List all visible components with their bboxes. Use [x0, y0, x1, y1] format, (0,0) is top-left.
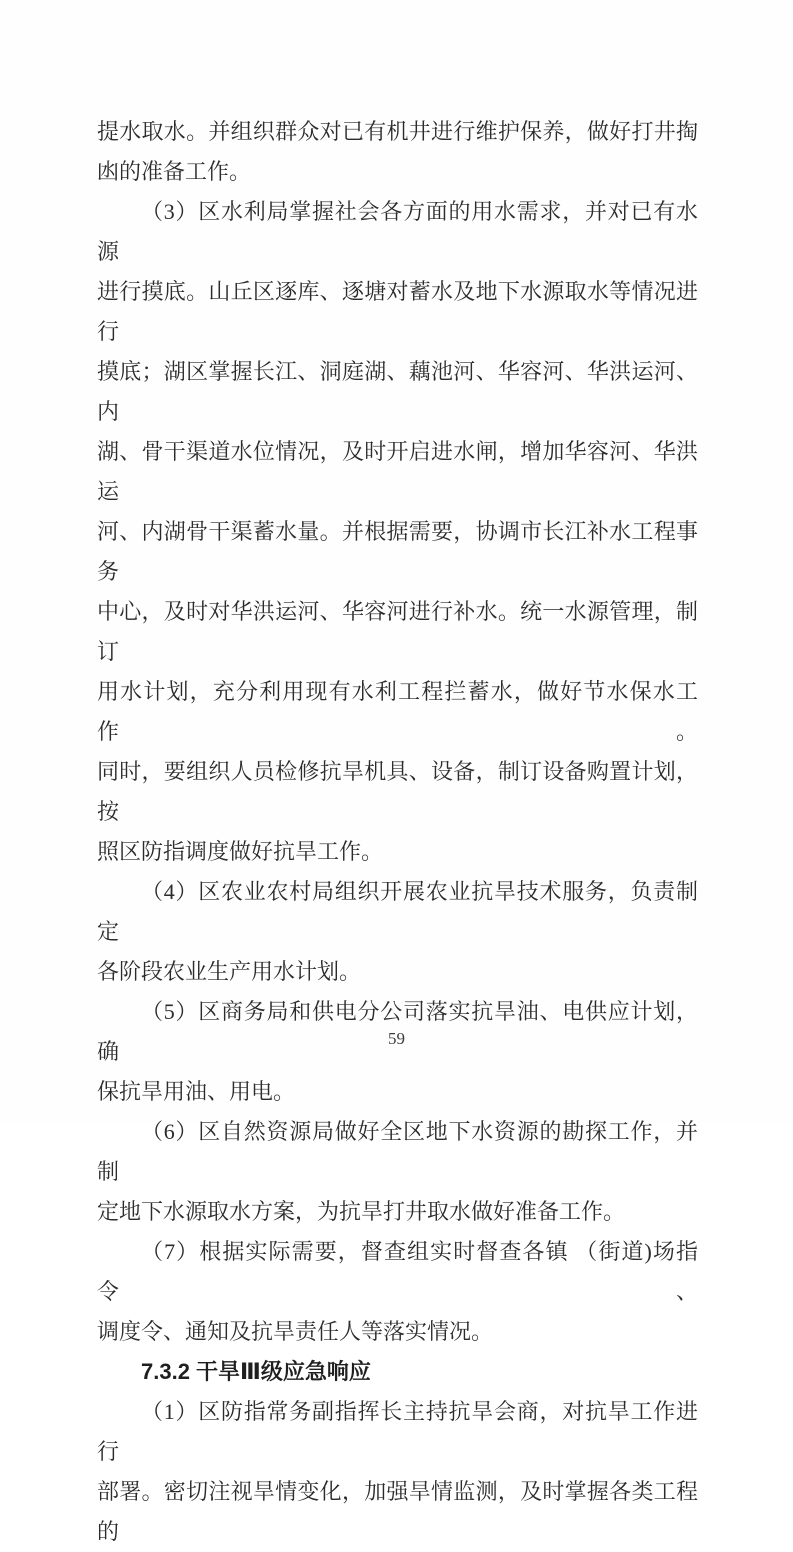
text-line: （1）区防指常务副指挥长主持抗旱会商，对抗旱工作进行 [97, 1399, 698, 1464]
page-footer [0, 1028, 793, 1050]
text-line: 各阶段农业生产用水计划。 [97, 959, 362, 984]
text-line: 中心，及时对华洪运河、华容河进行补水。统一水源管理，制订 [97, 599, 698, 664]
text-line: （4）区农业农村局组织开展农业抗旱技术服务，负责制定 [97, 879, 698, 944]
text-line: 湖、骨干渠道水位情况，及时开启进水闸，增加华容河、华洪运 [97, 439, 698, 504]
text-line: 提水取水。并组织群众对已有机井进行维护保养，做好打井掏 [97, 119, 698, 144]
text-line: （7）根据实际需要，督查组实时督查各镇 （街道)场指令、 [97, 1239, 698, 1304]
document-body [97, 112, 698, 1552]
text-line: 进行摸底。山丘区逐库、逐塘对蓄水及地下水源取水等情况进行 [97, 279, 698, 344]
page-number: 59 [388, 1029, 405, 1048]
text-line: 调度令、通知及抗旱责任人等落实情况。 [97, 1319, 494, 1344]
text-line: 照区防指调度做好抗旱工作。 [97, 839, 384, 864]
text-line: 凼的准备工作。 [97, 159, 252, 184]
text-line: 定地下水源取水方案，为抗旱打井取水做好准备工作。 [97, 1199, 626, 1224]
text-line: 同时，要组织人员检修抗旱机具、设备，制订设备购置计划，按 [97, 759, 698, 824]
text-line: （6）区自然资源局做好全区地下水资源的勘探工作，并制 [97, 1119, 698, 1184]
text-line: 摸底；湖区掌握长江、洞庭湖、藕池河、华容河、华洪运河、内 [97, 359, 698, 424]
text-line: （5）区商务局和供电分公司落实抗旱油、电供应计划，确 [97, 999, 698, 1064]
text-line: 部署。密切注视旱情变化，加强旱情监测，及时掌握各类工程的 [97, 1479, 698, 1544]
text-line: 保抗旱用油、用电。 [97, 1079, 296, 1104]
text-line: （3）区水利局掌握社会各方面的用水需求，并对已有水源 [97, 199, 698, 264]
section-heading: 7.3.2 干旱Ⅲ级应急响应 [141, 1359, 371, 1384]
text-line: 用水计划，充分利用现有水利工程拦蓄水，做好节水保水工作。 [97, 679, 698, 744]
text-line: 河、内湖骨干渠蓄水量。并根据需要，协调市长江补水工程事务 [97, 519, 698, 584]
